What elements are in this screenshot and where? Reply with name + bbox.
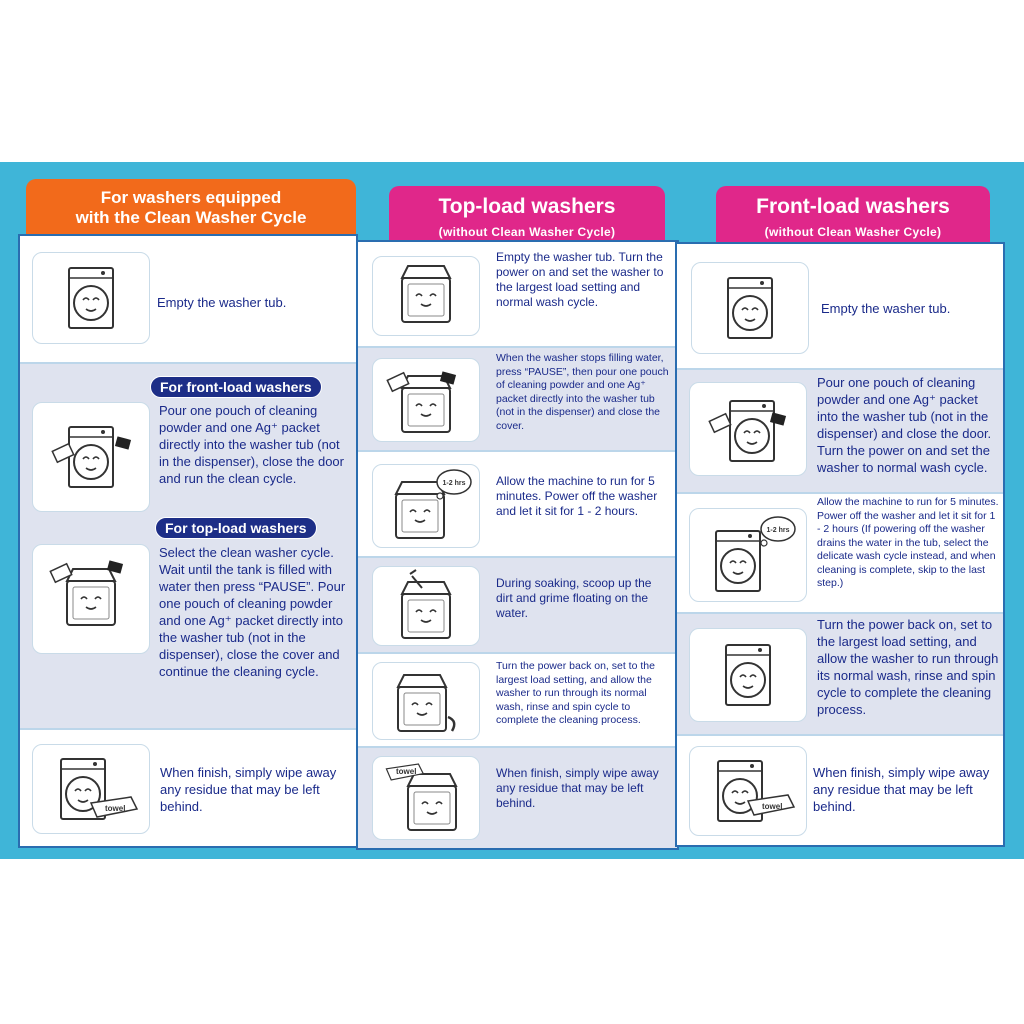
step-image [689, 628, 807, 722]
front-load-washer-timer-icon [698, 512, 798, 598]
scoop-dirt-icon [386, 569, 466, 643]
step-image [32, 402, 150, 512]
timer-bubble: 1-2 hrs [442, 480, 466, 487]
header-clean-cycle [26, 179, 356, 239]
towel-label: towel [105, 804, 126, 813]
step-row [358, 748, 677, 848]
header-subtitle: (without Clean Washer Cycle) [438, 225, 616, 239]
step-text: When finish, simply wipe away any residue that may be left behind. [160, 765, 337, 814]
step-image [32, 744, 150, 834]
step-text: Allow the machine to run for 5 minutes. Power off the washer and let it sit for 1 - 2 hours. [496, 474, 658, 518]
step-image [372, 256, 480, 336]
step-row [677, 736, 1003, 847]
pill-top-load: For top-load washers [155, 517, 317, 539]
step-image [689, 508, 807, 602]
step-row [358, 558, 677, 654]
step-row [677, 370, 1003, 494]
step-text: When finish, simply wipe away any residue that may be left behind. [496, 766, 659, 810]
timer-bubble: 1-2 hrs [766, 527, 790, 534]
top-load-washer-timer-icon [378, 466, 474, 546]
front-load-washer-icon [713, 639, 783, 711]
step-row [358, 242, 677, 348]
step-text: During soaking, scoop up the dirt and grime floating on the water. [496, 576, 652, 620]
step-image [689, 382, 807, 476]
header-title: Front-load washers [756, 195, 950, 218]
top-load-washer-pouch-icon [41, 551, 141, 647]
front-load-washer-icon [56, 262, 126, 334]
header-subtitle: (without Clean Washer Cycle) [764, 225, 942, 239]
top-load-washer-pouch-icon [381, 362, 471, 438]
panel-top-load [356, 240, 679, 850]
step-text: Empty the washer tub. [821, 301, 951, 316]
towel-label: towel [762, 802, 783, 811]
step-row [358, 654, 677, 748]
step-text: When finish, simply wipe away any residue that may be left behind. [813, 765, 990, 814]
header-line1: For washers equipped [100, 188, 282, 207]
step-row [20, 730, 356, 848]
front-load-washer-pouch-icon [700, 387, 796, 471]
panel-front-load [675, 242, 1005, 847]
step-row [20, 364, 356, 730]
step-row [677, 244, 1003, 370]
step-image [372, 756, 480, 840]
step-image [372, 662, 480, 740]
step-row [677, 494, 1003, 614]
step-text: Allow the machine to run for 5 minutes. Power off the washer and let it sit for 1 - 2 hours (If powering off the washer drains the water in the tub, select the delicate wash cycle instead, and when cleaning is complete, skip to the last step.) [817, 496, 999, 589]
step-image [372, 358, 480, 442]
towel-wipe-icon [41, 749, 141, 829]
towel-wipe-icon [378, 758, 474, 838]
step-text: Pour one pouch of cleaning powder and one Ag⁺ packet into the washer tub (not in the dispenser) and close the door. Turn the power on and set the washer to normal wash cycle. [817, 375, 992, 475]
step-text: Turn the power back on, set to the largest load setting, and allow the washer to run through its normal wash, rinse and spin cycle to complete the cleaning process. [817, 617, 999, 717]
step-row [677, 614, 1003, 736]
step-text: When the washer stops filling water, press “PAUSE”, then pour one pouch of cleaning powder and one Ag⁺ packet directly into the washer tub (not in the dispenser) and close the cover. [496, 352, 669, 432]
panel-clean-cycle [18, 234, 358, 848]
step-image [32, 252, 150, 344]
instruction-sheet [0, 162, 1024, 859]
step-text: Turn the power back on, set to the largest load setting, and allow the washer to run through its normal wash, rinse and spin cycle to complete the cleaning process. [496, 660, 655, 726]
header-title: Top-load washers [438, 195, 616, 218]
step-image [372, 464, 480, 548]
top-load-washer-run-icon [386, 665, 466, 737]
step-image [32, 544, 150, 654]
towel-wipe-icon [698, 751, 798, 831]
towel-label: towel [396, 767, 417, 776]
front-load-washer-icon [715, 272, 785, 344]
header-top-load [389, 186, 665, 242]
step-text: Empty the washer tub. Turn the power on and set the washer to the largest load setting and normal wash cycle. [496, 250, 664, 309]
pill-front-load: For front-load washers [150, 376, 322, 398]
step-row [358, 348, 677, 452]
header-line2: with the Clean Washer Cycle [75, 208, 307, 227]
step-image [691, 262, 809, 354]
step-image [372, 566, 480, 646]
step-row [358, 452, 677, 558]
front-load-washer-pouch-icon [41, 409, 141, 505]
step-image [689, 746, 807, 836]
top-load-washer-icon [391, 261, 461, 331]
step-row [20, 236, 356, 364]
step-text: Empty the washer tub. [157, 295, 287, 310]
header-front-load [716, 186, 990, 242]
step-text-front: Pour one pouch of cleaning powder and one Ag⁺ packet directly into the washer tub (not in the dispenser), close the door and run the clean cycle. [159, 403, 344, 486]
step-text-top: Select the clean washer cycle. Wait until the tank is filled with water then press “PAUSE”. Pour one pouch of cleaning powder and one Ag⁺ packet directly into the washer tub (not in the dispenser), close the cover and continue the cleaning cycle. [159, 545, 346, 679]
